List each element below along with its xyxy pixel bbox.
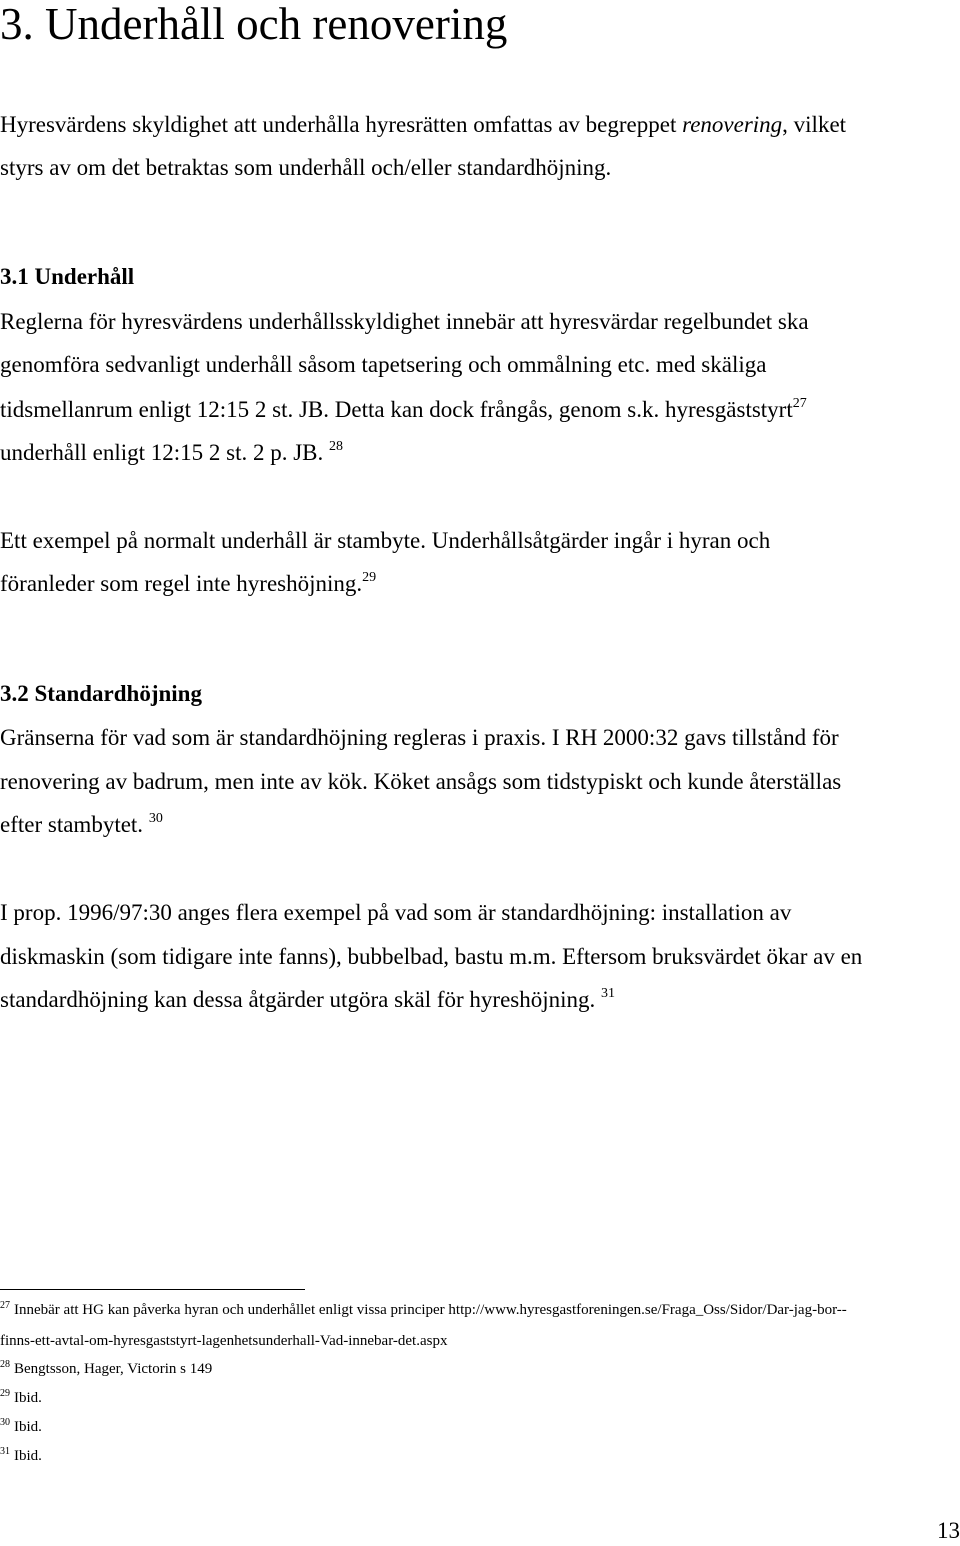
footnote-ref-28[interactable]: 28 (329, 439, 344, 454)
section-heading-standardhojning: 3.2 Standardhöjning (0, 681, 202, 706)
s32-p2-line-1: I prop. 1996/97:30 anges flera exempel på vad som är standardhöjning: installation av (0, 900, 792, 925)
footnote-separator (0, 1289, 305, 1290)
s31-p1-line-3: tidsmellanrum enligt 12:15 2 st. JB. Detta kan dock frångås, genom s.k. hyresgäststyrt$^{27}$ (0, 396, 807, 422)
footnote-ref-27[interactable]: 27 (792, 396, 807, 411)
s31-p1-line-1: Reglerna för hyresvärdens underhållsskyldighet innebär att hyresvärdar regelbundet ska (0, 309, 809, 334)
footnote-ref-30[interactable]: 30 (148, 811, 163, 826)
section-heading-underhall: 3.1 Underhåll (0, 264, 135, 289)
footnote-number: 29 (0, 1388, 10, 1399)
footnote-text[interactable]: Innebär att HG kan påverka hyran och underhållet enligt vissa principer http://www.hyresgastforeningen.se/Fraga_Oss/Sidor/Dar-jag-bor-- (14, 1302, 847, 1318)
footnote-ref-29[interactable]: 29 (362, 570, 377, 585)
s32-p1-line-3: efter stambytet. $^{30}$ (0, 811, 163, 837)
intro-line-1: Hyresvärdens skyldighet att underhålla hyresrätten omfattas av begreppet renovering, vilket (0, 112, 847, 137)
s32-p1-line-2: renovering av badrum, men inte av kök. Köket ansågs som tidstypiskt och kunde återställas (0, 769, 842, 794)
footnote-text: Ibid. (14, 1419, 42, 1435)
footnote-number: 31 (0, 1446, 10, 1457)
footnote-ref-31[interactable]: 31 (601, 986, 616, 1001)
footnote-number: 27 (0, 1300, 10, 1311)
footnote-30 (0, 1417, 42, 1437)
s32-p2-line-3: standardhöjning kan dessa åtgärder utgöra skäl för hyreshöjning. $^{31}$ (0, 986, 616, 1012)
s31-p2-line-1: Ett exempel på normalt underhåll är stambyte. Underhållsåtgärder ingår i hyran och (0, 528, 771, 553)
footnote-text: Ibid. (14, 1390, 42, 1406)
chapter-title: 3. Underhåll och renovering (0, 0, 508, 49)
page-number: 13 (937, 1518, 960, 1543)
footnote-text: Ibid. (14, 1448, 42, 1464)
footnote-27 (0, 1300, 847, 1320)
footnote-27-continuation[interactable]: finns-ett-avtal-om-hyresgaststyrt-lagenhetsunderhall-Vad-innebar-det.aspx (0, 1333, 448, 1349)
s32-p2-line-2: diskmaskin (som tidigare inte fanns), bubbelbad, bastu m.m. Eftersom bruksvärdet ökar av en (0, 944, 863, 969)
emphasis-renovering: renovering (682, 112, 783, 137)
footnote-number: 30 (0, 1417, 10, 1428)
intro-line-2: styrs av om det betraktas som underhåll och/eller standardhöjning. (0, 155, 612, 180)
footnote-number: 28 (0, 1359, 10, 1370)
footnote-31 (0, 1446, 42, 1466)
footnote-29 (0, 1388, 42, 1408)
s31-p2-line-2: föranleder som regel inte hyreshöjning.$^{29}$ (0, 570, 377, 596)
footnote-text: Bengtsson, Hager, Victorin s 149 (14, 1361, 213, 1377)
s31-p1-line-2: genomföra sedvanligt underhåll såsom tapetsering och ommålning etc. med skäliga (0, 352, 767, 377)
footnote-28 (0, 1359, 212, 1379)
s31-p1-line-4: underhåll enligt 12:15 2 st. 2 p. JB. $^{28}$ (0, 439, 344, 465)
s32-p1-line-1: Gränserna för vad som är standardhöjning regleras i praxis. I RH 2000:32 gavs tillstånd för (0, 725, 839, 750)
